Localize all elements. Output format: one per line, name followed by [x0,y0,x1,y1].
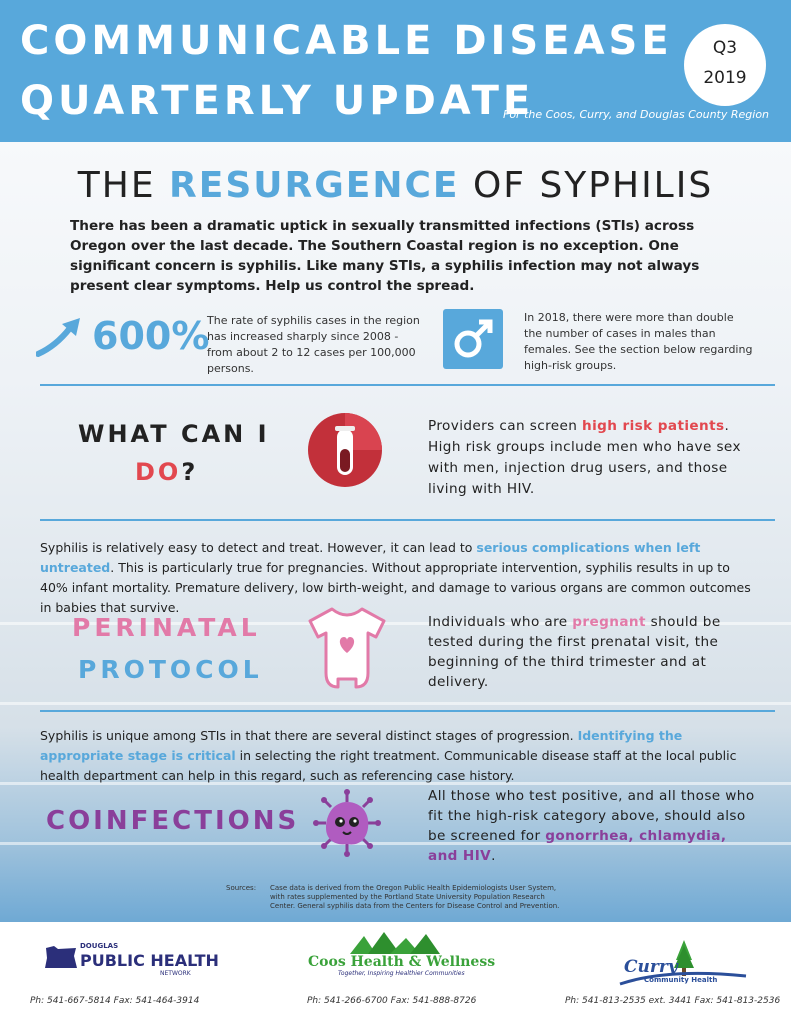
water-ripple [0,702,791,705]
pregnant-text-post: should be tested during the first prenatal visit, the beginning of the third trimester and at delivery. [428,614,721,690]
complications-pre: Syphilis is relatively easy to detect and treat. However, it can lead to [40,540,477,555]
trend-up-arrow-icon [36,316,84,358]
douglas-phone: Ph: 541-667-5814 Fax: 541-464-3914 [30,996,200,1006]
male-cases-description: In 2018, there were more than double the number of cases in males than females. See the section below regarding high-risk groups. [524,311,753,372]
do-word: DO [135,458,182,486]
question-mark: ? [181,458,199,486]
stat-600-percent: 600% [92,314,210,358]
section-divider [40,519,775,521]
screening-highlight: gonorrhea, chlamydia, and HIV [428,828,727,864]
coos-logo-main: Coos Health & Wellness [308,954,496,970]
complications-highlight: serious complications when left untreated [40,540,701,575]
providers-text-pre: Providers can screen [428,418,583,434]
high-risk-patients: high risk patients [582,418,725,434]
do-heading [135,458,198,486]
header-title-line1: COMMUNICABLE DISEASE [20,18,673,64]
section-divider [40,710,775,712]
sources-text: Case data is derived from the Oregon Public Health Epidemiologists User System, with rates supplemented by the Portland State University Population Research Center. General syphilis data from the Centers for Disease Control and Prevention. [270,884,560,910]
title-post: OF SYPHILIS [459,165,714,206]
intro-paragraph: There has been a dramatic uptick in sexually transmitted infections (STIs) across Oregon over the last decade. The Southern Coastal region is no exception. One significant concern is syphilis. Like many STIs, a syphilis infection may not always present clear symptoms. Help us control the spread. [70,218,700,294]
header-banner [0,0,791,142]
male-symbol-icon [443,309,503,369]
stages-post: in selecting the right treatment. Communicable disease staff at the local public health department can help in this regard, such as referencing case history. [40,748,737,783]
screening-text-pre: All those who test positive, and all those who fit the high-risk category above, should also be screened for [428,788,755,844]
what-can-i-heading: WHAT CAN I [78,420,270,448]
complications-post: . This is particularly true for pregnancies. Without appropriate intervention, syphilis results in up to 40% infant mortality. Premature delivery, low birth-weight, and damage to various organs are common outcomes in babies that survive. [40,560,751,615]
rate-description: The rate of syphilis cases in the region has increased sharply since 2008 - from about 2 to 12 cases per 100,000 persons. [207,314,420,375]
baby-onesie-heart-icon [302,603,392,693]
coos-phone: Ph: 541-266-6700 Fax: 541-888-8726 [307,996,477,1006]
sources-label: Sources: [226,884,257,892]
coinfections-heading: COINFECTIONS [46,806,300,836]
title-highlight: RESURGENCE [169,165,460,206]
curry-phone: Ph: 541-813-2535 ext. 3441 Fax: 541-813-2536 [565,996,781,1006]
mountains-icon [350,932,440,954]
providers-text-post: . High risk groups include men who have sex with men, injection drug users, and those living with HIV. [428,418,741,497]
main-title [0,165,791,206]
header-subtitle: For the Coos, Curry, and Douglas County Region [503,108,770,121]
oregon-map-icon [44,944,78,970]
protocol-heading: PROTOCOL [78,655,263,684]
dph-logo-bottom: NETWORK [160,970,191,977]
curry-logo-main: Curry [624,957,678,977]
stages-highlight: Identifying the appropriate stage is critical [40,728,683,763]
title-pre: THE [77,165,170,206]
screening-text [428,786,758,866]
test-tube-icon [306,411,384,489]
screening-text-post: . [491,848,496,864]
stages-pre: Syphilis is unique among STIs in that there are several distinct stages of progression. [40,728,578,743]
complications-paragraph [40,538,755,618]
dph-logo-main: PUBLIC HEALTH [80,951,219,970]
pregnant-text [428,612,758,692]
pregnant-text-pre: Individuals who are [428,614,573,630]
providers-text [428,416,758,500]
dph-logo-top: DOUGLAS [80,942,119,950]
quarter-badge [684,24,766,106]
stages-paragraph [40,726,755,786]
badge-year: 2019 [703,68,747,88]
curry-logo-sub: Community Health [644,976,718,984]
header-title-line2: QUARTERLY UPDATE [20,78,535,124]
pregnant-highlight: pregnant [572,614,646,630]
coos-logo-tagline: Together, Inspiring Healthier Communities [338,970,465,977]
perinatal-heading: PERINATAL [72,613,261,642]
virus-character-icon [312,788,382,858]
section-divider [40,384,775,386]
badge-quarter: Q3 [712,38,738,58]
